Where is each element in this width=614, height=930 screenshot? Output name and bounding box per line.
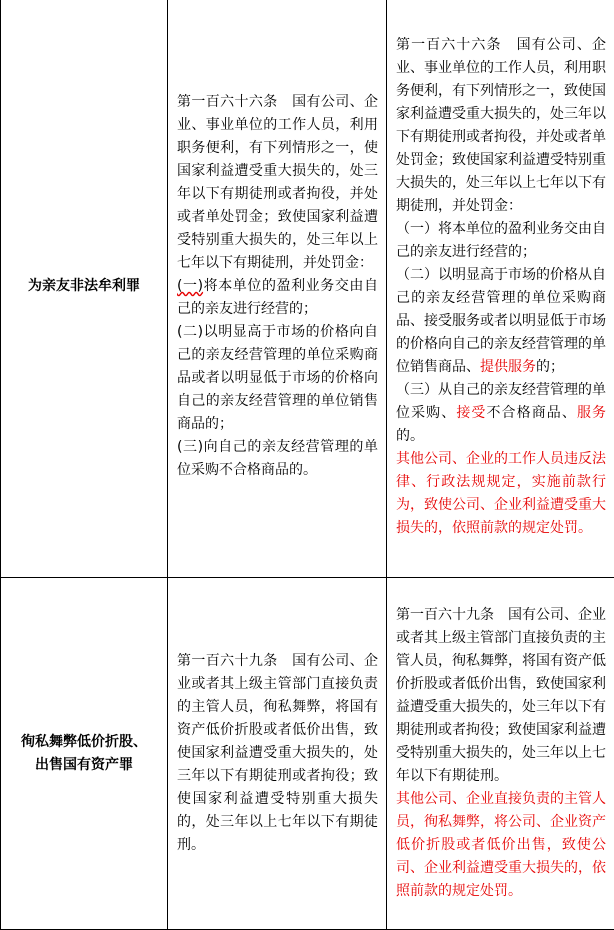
new-body: 第一百六十九条 国有公司、企业或者其上级主管部门直接负责的主管人员，徇私舞弊，将国有资产低价折股或者低价出售，致使国家利益遭受重大损失的，处三年以下有期徒刑或者拘役；致使国家利益遭受特别重大损失的，处三年以上七年以下有期徒刑。 [396,604,606,788]
old-item-1-text: 将本单位的盈利业务交由自己的亲友进行经营的； [177,278,378,317]
old-item-1 [177,275,378,321]
new-provision-cell [387,0,614,578]
old-item-3: (三)向自己的亲友经营管理的单位采购不合格商品的。 [177,436,378,482]
new-added-paragraph: 其他公司、企业直接负责的主管人员，徇私舞弊，将公司、企业资产低价折股或者低价出售，致使公司、企业利益遭受重大损失的，依照前款的规定处罚。 [396,788,606,903]
old-intro: 第一百六十六条 国有公司、企业、事业单位的工作人员，利用职务便利，有下列情形之一，使国家利益遭受重大损失的，处三年以下有期徒刑或者拘役，并处或者单处罚金；致使国家利益遭受特别重大损失的，处三年以上七年以下有期徒刑，并处罚金： [177,91,378,275]
new-item-3-added-2: 服务 [577,405,606,421]
new-item-2-text-a: （二）以明显高于市场的价格从自己的亲友经营管理的单位采购商品、接受服务或者以明显低于市场的价格向自己的亲友经营管理的单位销售商品、 [396,267,606,375]
new-provision-text [387,604,614,903]
crime-name: 徇私舞弊低价折股、出售国有资产罪 [1,731,167,777]
table-row [1,578,614,930]
old-item-2: (二)以明显高于市场的价格向自己的亲友经营管理的单位采购商品或者以明显低于市场的价格向自己的亲友经营管理的单位销售商品的； [177,321,378,436]
new-added-paragraph: 其他公司、企业的工作人员违反法律、行政法规规定，实施前款行为，致使公司、企业利益遭受重大损失的，依照前款的规定处罚。 [396,448,606,540]
new-provision-text [387,34,614,540]
new-item-3-added-1: 接受 [456,405,486,421]
old-provision-text [168,650,386,857]
new-item-3-text-c: 的。 [396,428,424,444]
new-provision-cell [387,578,614,930]
old-body: 第一百六十九条 国有公司、企业或者其上级主管部门直接负责的主管人员，徇私舞弊，将国有资产低价折股或者低价出售，致使国家利益遭受重大损失的，处三年以下有期徒刑或者拘役；致使国家利益遭受特别重大损失的，处三年以上七年以下有期徒刑。 [177,650,378,857]
new-item-3-text-b: 不合格商品、 [486,405,576,421]
old-provision-cell [168,578,387,930]
crime-name-cell [1,578,168,930]
new-item-2 [396,264,606,379]
new-intro: 第一百六十六条 国有公司、企业、事业单位的工作人员，利用职务便利，有下列情形之一，致使国家利益遭受重大损失的，处三年以下有期徒刑或者拘役，并处或者单处罚金；致使国家利益遭受特别重大损失的，处三年以上七年以下有期徒刑，并处罚金： [396,34,606,218]
crime-name: 为亲友非法牟利罪 [28,278,140,294]
new-item-3 [396,379,606,448]
new-item-2-added: 提供服务 [480,359,536,375]
old-provision-text [168,91,386,482]
old-item-1-mark: (一) [177,278,203,294]
new-item-3-text-a: （三）从自己的亲友经营管理的单位采购、 [396,382,606,421]
crime-name-cell [1,0,168,578]
new-item-1: （一）将本单位的盈利业务交由自己的亲友进行经营的； [396,218,606,264]
table-row [1,0,614,578]
old-provision-cell [168,0,387,578]
new-item-2-text-b: 的； [536,359,564,375]
